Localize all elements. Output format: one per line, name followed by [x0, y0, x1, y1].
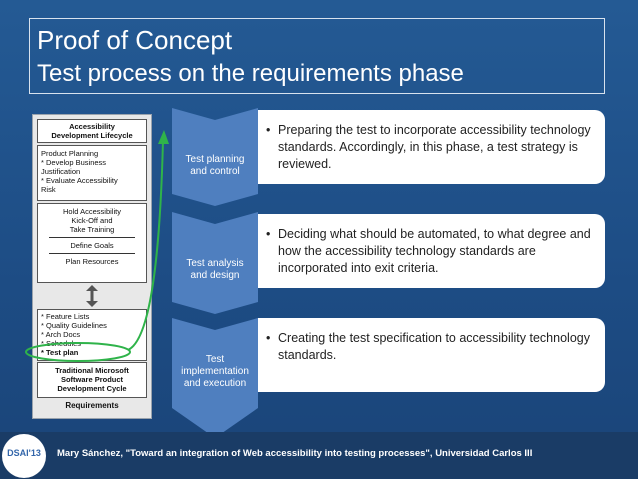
planning-line: * Evaluate Accessibility	[41, 176, 118, 185]
step-text: Creating the test specification to accessibility technology standards.	[278, 331, 590, 362]
plan-resources: Plan Resources	[65, 257, 119, 266]
step-label-line: and execution	[183, 378, 247, 389]
req-line: * Feature Lists	[41, 312, 90, 321]
step-label-line: and design	[190, 270, 240, 281]
conference-logo	[2, 434, 46, 478]
kickoff-line: Kick-Off and	[71, 216, 113, 225]
planning-line: Justification	[41, 167, 81, 176]
step-label-line: Test	[205, 354, 225, 365]
req-line: * Schedules	[41, 339, 82, 348]
planning-line: * Develop Business	[41, 158, 107, 167]
step-card-planning	[258, 110, 605, 184]
req-line: * Quality Guidelines	[41, 321, 107, 330]
test-plan-line: * Test plan	[41, 348, 79, 357]
step-text: Preparing the test to incorporate accessibility technology standards. Accordingly, in this phase, a test strategy is reviewed.	[278, 123, 591, 171]
requirements-list-box	[37, 309, 147, 361]
step-card-analysis	[258, 214, 605, 288]
divider	[49, 253, 135, 254]
req-line: * Arch Docs	[41, 330, 81, 339]
requirements-label: Requirements	[65, 401, 119, 410]
slide-subtitle: Test process on the requirements phase	[37, 60, 464, 87]
step-label-line: Test analysis	[186, 258, 244, 269]
title-box	[29, 18, 605, 94]
traditional-line: Development Cycle	[57, 384, 127, 393]
step-label-analysis	[172, 258, 258, 282]
traditional-line: Software Product	[60, 375, 124, 384]
bullet: •	[266, 331, 271, 345]
kickoff-line: Take Training	[69, 225, 115, 234]
logo-text: DSAI'13	[7, 448, 41, 458]
bullet: •	[266, 227, 271, 241]
step-text: Deciding what should be automated, to what degree and how the accessibility technology standards are incorporated into exit criteria.	[278, 227, 591, 275]
traditional-cycle-box	[37, 362, 147, 398]
step-label-planning	[172, 154, 258, 178]
traditional-line: Traditional Microsoft	[55, 366, 129, 375]
kickoff-line: Hold Accessibility	[63, 207, 121, 216]
step-label-line: and control	[190, 166, 240, 177]
planning-line: Product Planning	[41, 149, 99, 158]
step-label-implementation	[172, 354, 258, 390]
planning-line: Risk	[41, 185, 56, 194]
bullet: •	[266, 123, 271, 137]
step-label-line: Test planning	[185, 154, 245, 165]
slide-title: Proof of Concept	[37, 25, 233, 55]
define-goals: Define Goals	[70, 241, 114, 250]
lifecycle-header	[37, 119, 147, 143]
lifecycle-header-line: Development Lifecycle	[51, 131, 133, 140]
product-planning-box	[37, 145, 147, 201]
step-card-implementation	[258, 318, 605, 392]
step-label-line: implementation	[181, 366, 249, 377]
divider	[49, 237, 135, 238]
double-arrow-icon	[84, 285, 100, 307]
highlight-arrowhead	[158, 130, 169, 144]
kickoff-box	[37, 203, 147, 283]
lifecycle-header-line: Accessibility	[69, 122, 115, 131]
lifecycle-panel	[32, 114, 152, 419]
citation: Mary Sánchez, "Toward an integration of Web accessibility into testing processes", Universidad Carlos III	[57, 448, 533, 459]
